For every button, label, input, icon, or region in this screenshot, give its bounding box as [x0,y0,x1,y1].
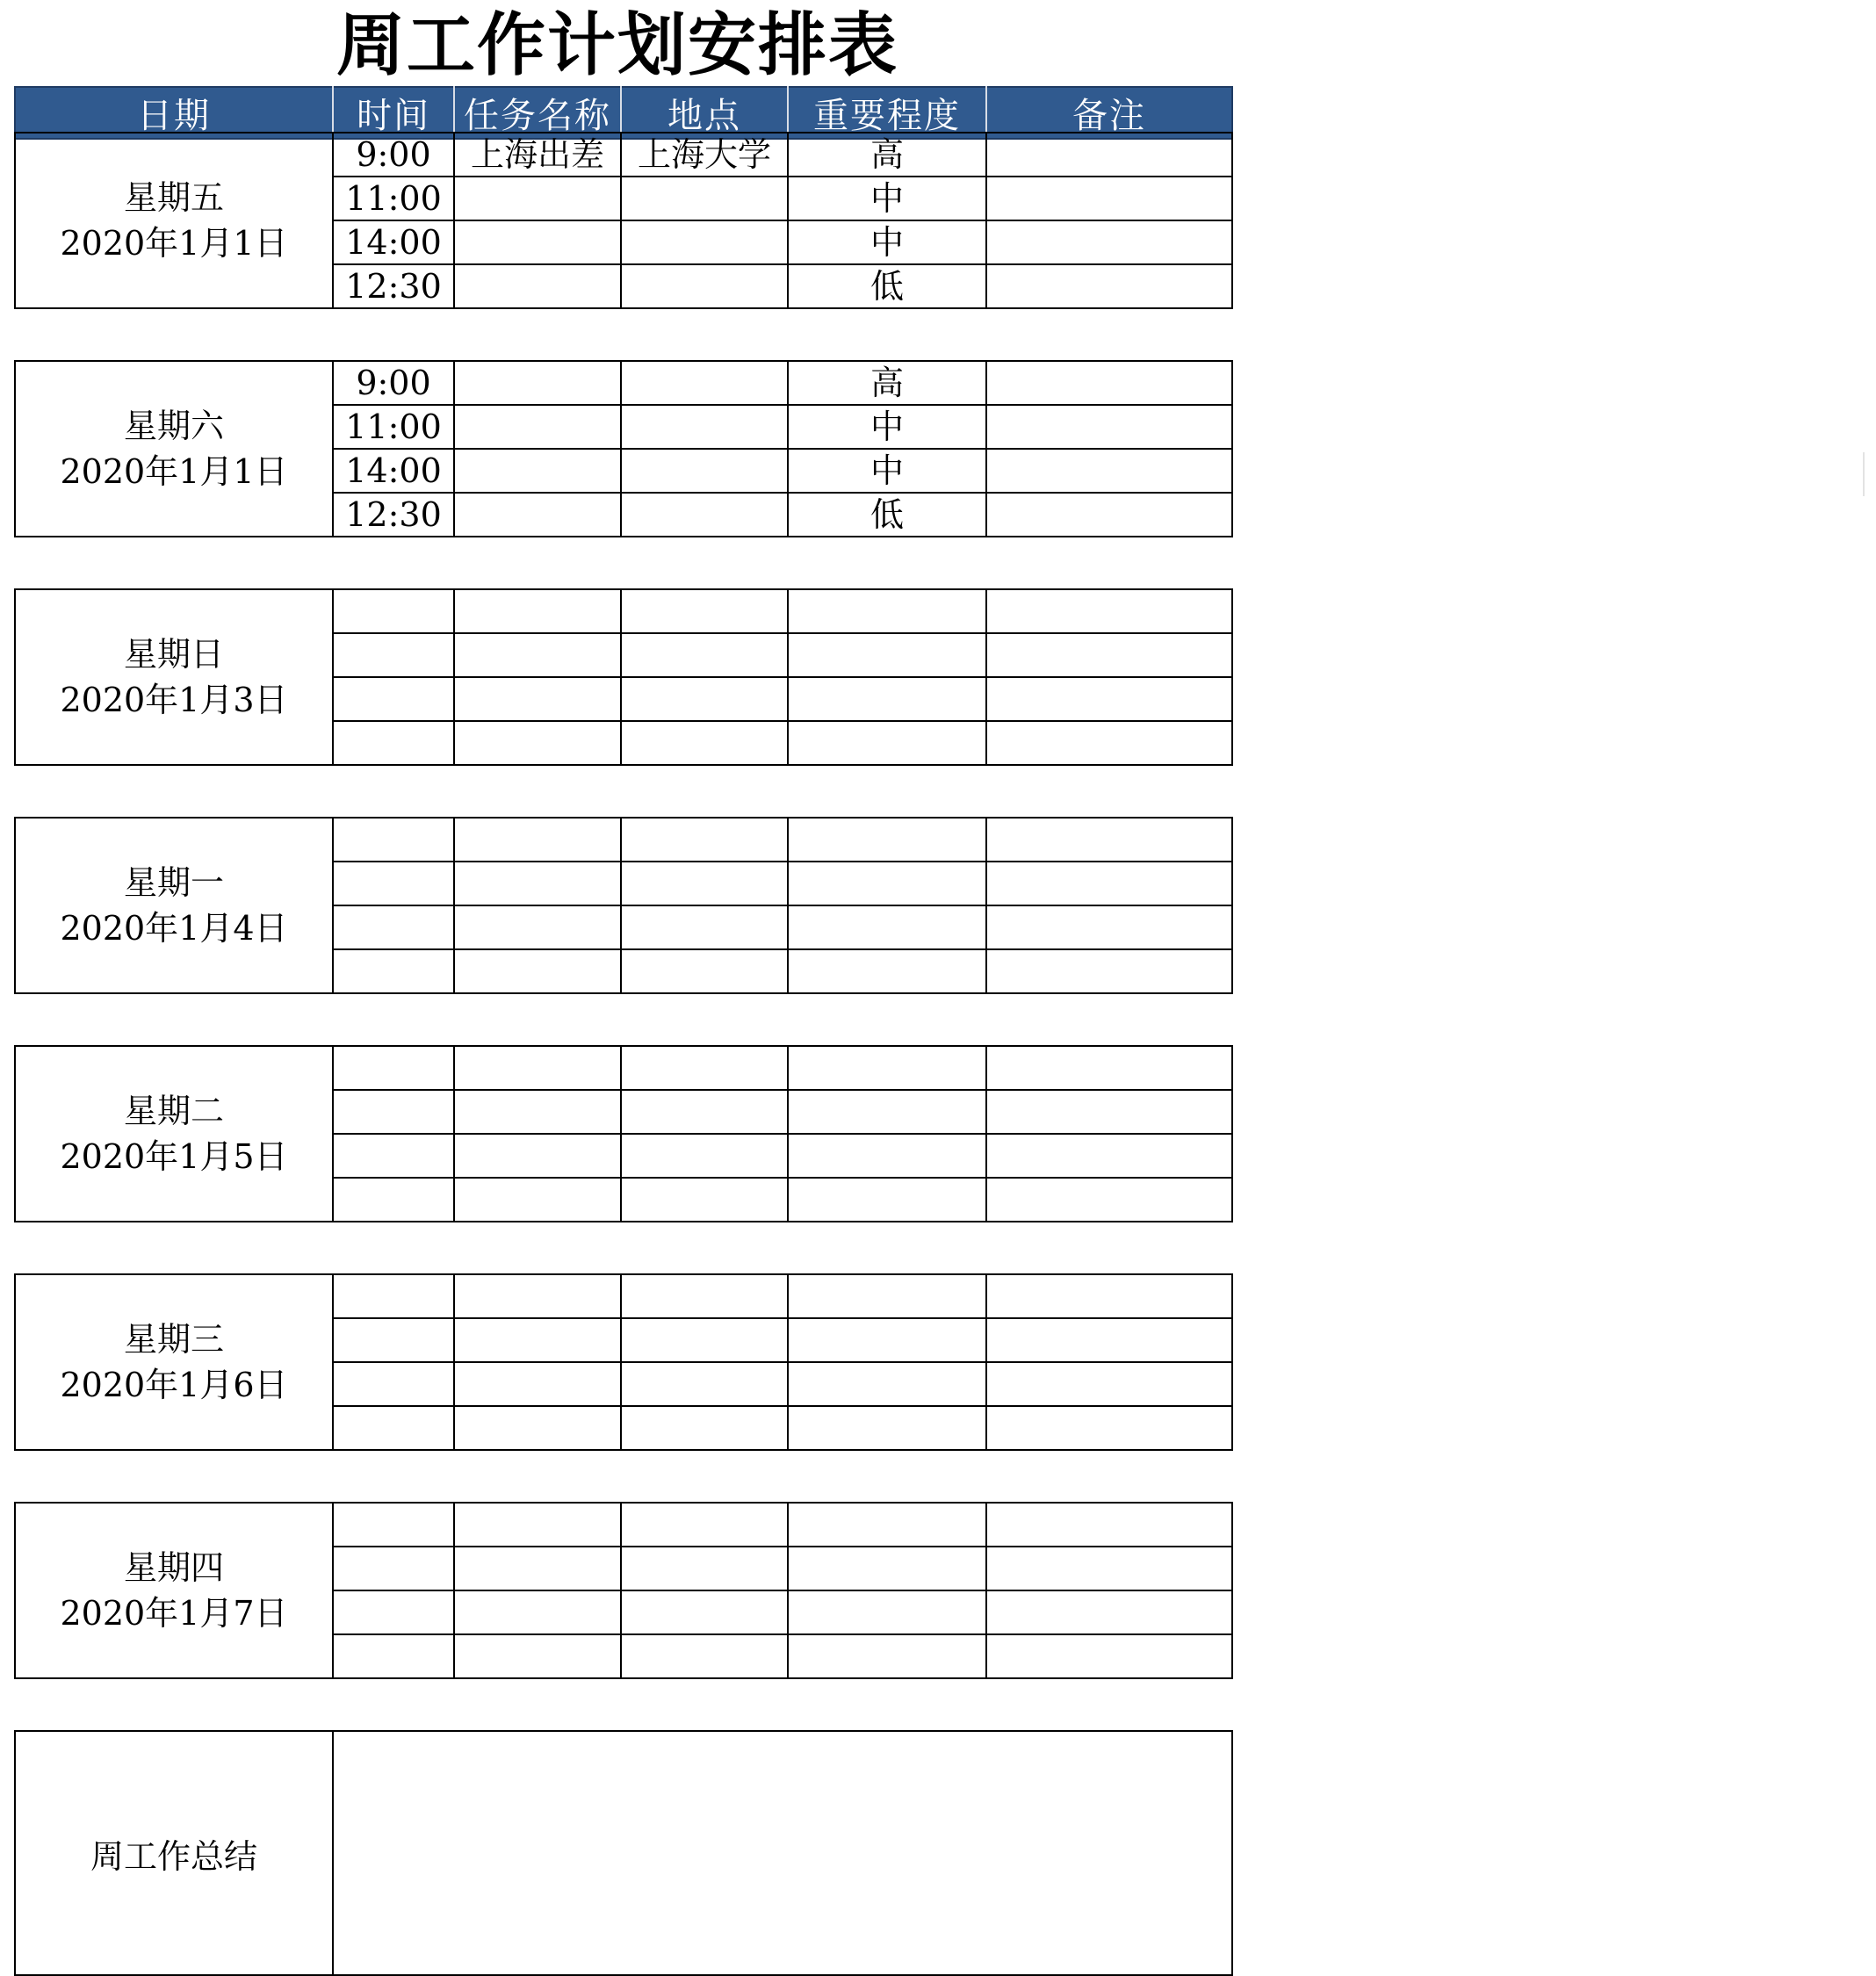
remark-cell[interactable] [986,1634,1232,1678]
table-row [15,1274,1232,1318]
importance-cell[interactable]: 中 [788,449,986,493]
summary-content[interactable] [333,1731,1232,1975]
task-cell[interactable] [454,1362,621,1406]
importance-cell[interactable] [788,721,986,765]
header-importance[interactable]: 重要程度 [788,87,986,139]
importance-cell[interactable]: 中 [788,220,986,264]
task-cell[interactable] [454,177,621,220]
table-row [15,1503,1232,1547]
time-cell[interactable] [333,1046,454,1090]
time-cell[interactable] [333,677,454,721]
day-block [14,1502,1233,1679]
time-cell[interactable]: 12:30 [333,493,454,537]
place-cell[interactable] [621,949,788,993]
remark-cell[interactable] [986,133,1232,177]
remark-cell[interactable] [986,1503,1232,1547]
importance-cell[interactable] [788,905,986,949]
day-label-cell[interactable] [15,1046,333,1222]
remark-cell[interactable] [986,1178,1232,1222]
remark-cell[interactable] [986,449,1232,493]
date-label: 2020年1月6日 [60,1366,288,1404]
task-cell[interactable] [454,1634,621,1678]
remark-cell[interactable] [986,818,1232,862]
task-cell[interactable] [454,1406,621,1450]
weekday-label: 星期一 [123,863,224,902]
importance-cell[interactable]: 中 [788,177,986,220]
place-cell[interactable] [621,818,788,862]
task-cell[interactable] [454,449,621,493]
task-cell[interactable] [454,1046,621,1090]
time-cell[interactable] [333,818,454,862]
task-cell[interactable] [454,1503,621,1547]
remark-cell[interactable] [986,589,1232,633]
place-cell[interactable] [621,449,788,493]
importance-cell[interactable] [788,1406,986,1450]
sheet-edge-mark [1863,452,1865,496]
place-cell[interactable] [621,220,788,264]
place-cell[interactable] [621,862,788,905]
importance-cell[interactable]: 低 [788,264,986,308]
remark-cell[interactable] [986,677,1232,721]
importance-cell[interactable] [788,1318,986,1362]
day-label-cell[interactable] [15,361,333,537]
remark-cell[interactable] [986,177,1232,220]
task-cell[interactable] [454,493,621,537]
task-cell[interactable] [454,818,621,862]
place-cell[interactable] [621,1274,788,1318]
importance-cell[interactable] [788,818,986,862]
importance-cell[interactable] [788,1090,986,1134]
weekday-label: 星期日 [123,635,224,674]
importance-cell[interactable]: 高 [788,133,986,177]
task-cell[interactable]: 上海出差 [454,133,621,177]
remark-cell[interactable] [986,1590,1232,1634]
time-cell[interactable] [333,1503,454,1547]
importance-cell[interactable]: 低 [788,493,986,537]
time-cell[interactable] [333,589,454,633]
remark-cell[interactable] [986,1090,1232,1134]
task-cell[interactable] [454,361,621,405]
remark-cell[interactable] [986,1547,1232,1590]
date-label: 2020年1月1日 [60,224,288,263]
importance-cell[interactable] [788,589,986,633]
remark-cell[interactable] [986,1318,1232,1362]
importance-cell[interactable] [788,633,986,677]
table-row [15,818,1232,862]
task-cell[interactable] [454,405,621,449]
task-cell[interactable] [454,589,621,633]
table-row [15,589,1232,633]
task-cell[interactable] [454,1090,621,1134]
task-cell[interactable] [454,862,621,905]
place-cell[interactable] [621,1503,788,1547]
place-cell[interactable]: 上海大学 [621,133,788,177]
time-cell[interactable] [333,1590,454,1634]
importance-cell[interactable] [788,1046,986,1090]
place-cell[interactable] [621,1046,788,1090]
time-cell[interactable] [333,721,454,765]
place-cell[interactable] [621,1406,788,1450]
place-cell[interactable] [621,589,788,633]
day-label-cell[interactable] [15,818,333,993]
remark-cell[interactable] [986,264,1232,308]
place-cell[interactable] [621,1547,788,1590]
time-cell[interactable]: 9:00 [333,133,454,177]
remark-cell[interactable] [986,862,1232,905]
task-cell[interactable] [454,633,621,677]
place-cell[interactable] [621,177,788,220]
header-date[interactable]: 日期 [15,87,333,139]
day-label-cell[interactable] [15,589,333,765]
importance-cell[interactable] [788,1134,986,1178]
time-cell[interactable] [333,1178,454,1222]
time-cell[interactable]: 11:00 [333,405,454,449]
remark-cell[interactable] [986,1046,1232,1090]
task-cell[interactable] [454,721,621,765]
remark-cell[interactable] [986,1274,1232,1318]
remark-cell[interactable] [986,1362,1232,1406]
importance-cell[interactable] [788,1634,986,1678]
remark-cell[interactable] [986,633,1232,677]
task-cell[interactable] [454,949,621,993]
importance-cell[interactable] [788,1503,986,1547]
weekday-label: 星期三 [123,1320,224,1359]
importance-cell[interactable] [788,1590,986,1634]
table-row [15,1046,1232,1090]
task-cell[interactable] [454,677,621,721]
time-cell[interactable] [333,862,454,905]
task-cell[interactable] [454,905,621,949]
place-cell[interactable] [621,721,788,765]
day-block [14,132,1233,309]
task-cell[interactable] [454,1590,621,1634]
day-label-cell[interactable] [15,1274,333,1450]
importance-cell[interactable] [788,949,986,993]
remark-cell[interactable] [986,905,1232,949]
task-cell[interactable] [454,1134,621,1178]
importance-cell[interactable] [788,1274,986,1318]
place-cell[interactable] [621,633,788,677]
importance-cell[interactable] [788,862,986,905]
time-cell[interactable] [333,1090,454,1134]
date-label: 2020年1月1日 [60,452,288,491]
day-label-cell[interactable] [15,133,333,308]
header-place[interactable]: 地点 [621,87,788,139]
place-cell[interactable] [621,1134,788,1178]
weekday-label: 星期六 [123,407,224,445]
remark-cell[interactable] [986,405,1232,449]
place-cell[interactable] [621,1178,788,1222]
header-task[interactable]: 任务名称 [454,87,621,139]
header-remark[interactable]: 备注 [986,87,1232,139]
place-cell[interactable] [621,493,788,537]
time-cell[interactable] [333,1274,454,1318]
header-time[interactable]: 时间 [333,87,454,139]
time-cell[interactable] [333,1406,454,1450]
weekday-label: 星期四 [123,1548,224,1587]
time-cell[interactable] [333,1362,454,1406]
task-cell[interactable] [454,1274,621,1318]
day-block [14,588,1233,766]
date-label: 2020年1月4日 [60,909,288,948]
importance-cell[interactable] [788,677,986,721]
time-cell[interactable] [333,633,454,677]
time-cell[interactable]: 12:30 [333,264,454,308]
day-block [14,1045,1233,1222]
place-cell[interactable] [621,905,788,949]
summary-table [14,1730,1233,1976]
time-cell[interactable] [333,1547,454,1590]
place-cell[interactable] [621,677,788,721]
time-cell[interactable] [333,1134,454,1178]
time-cell[interactable] [333,905,454,949]
task-cell[interactable] [454,1178,621,1222]
importance-cell[interactable] [788,1362,986,1406]
date-label: 2020年1月5日 [60,1137,288,1176]
summary-label: 周工作总结 [15,1731,333,1975]
task-cell[interactable] [454,1547,621,1590]
time-cell[interactable]: 14:00 [333,220,454,264]
time-cell[interactable] [333,1318,454,1362]
importance-cell[interactable]: 中 [788,405,986,449]
place-cell[interactable] [621,1362,788,1406]
task-cell[interactable] [454,220,621,264]
weekday-label: 星期二 [123,1092,224,1130]
time-cell[interactable]: 11:00 [333,177,454,220]
task-cell[interactable] [454,264,621,308]
time-cell[interactable] [333,1634,454,1678]
date-label: 2020年1月7日 [60,1594,288,1633]
importance-cell[interactable] [788,1178,986,1222]
place-cell[interactable] [621,1634,788,1678]
place-cell[interactable] [621,1090,788,1134]
weekday-label: 星期五 [123,178,224,217]
remark-cell[interactable] [986,949,1232,993]
place-cell[interactable] [621,361,788,405]
time-cell[interactable]: 14:00 [333,449,454,493]
day-block [14,1273,1233,1451]
time-cell[interactable]: 9:00 [333,361,454,405]
remark-cell[interactable] [986,721,1232,765]
place-cell[interactable] [621,405,788,449]
remark-cell[interactable] [986,361,1232,405]
place-cell[interactable] [621,1590,788,1634]
time-cell[interactable] [333,949,454,993]
table-row [15,133,1232,177]
remark-cell[interactable] [986,1134,1232,1178]
day-label-cell[interactable] [15,1503,333,1678]
importance-cell[interactable]: 高 [788,361,986,405]
date-label: 2020年1月3日 [60,681,288,719]
importance-cell[interactable] [788,1547,986,1590]
table-row [15,361,1232,405]
page-title: 周工作计划安排表 [336,6,899,85]
remark-cell[interactable] [986,1406,1232,1450]
remark-cell[interactable] [986,220,1232,264]
place-cell[interactable] [621,264,788,308]
place-cell[interactable] [621,1318,788,1362]
day-block [14,817,1233,994]
task-cell[interactable] [454,1318,621,1362]
day-block [14,360,1233,537]
remark-cell[interactable] [986,493,1232,537]
